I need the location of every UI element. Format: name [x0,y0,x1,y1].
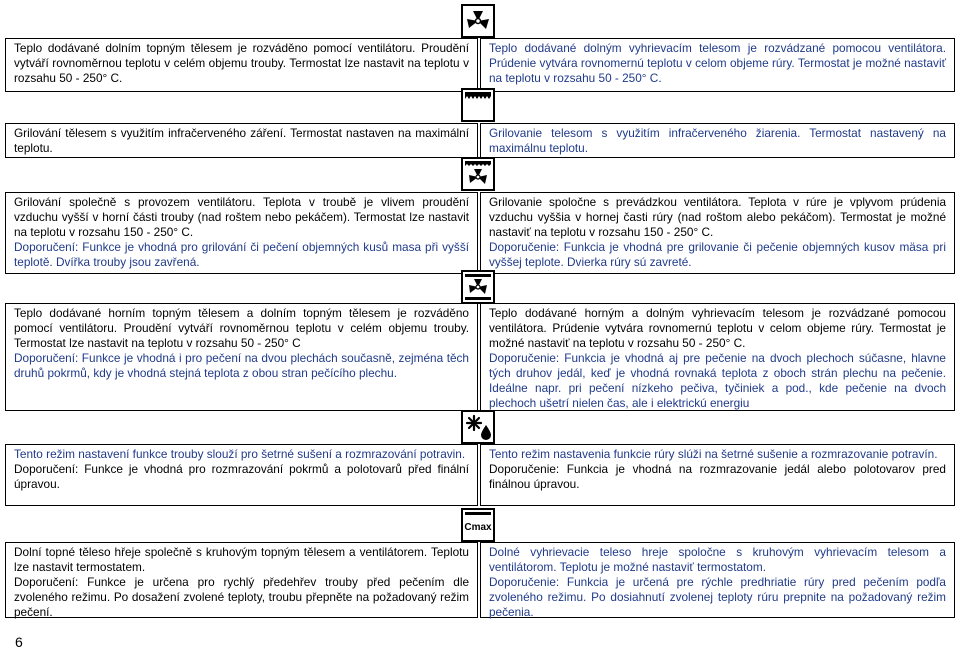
mode-description-sk: Grilovanie spoločne s prevádzkou ventilátora. Teplota v rúre je vplyvom prúdenia vzduchu vyššia v hornej časti rúry (nad roštom alebo pekáčom). Termostat je možné nastaviť na teplotu v rozsahu 150 - 250° C. Doporučenie: Funkcia je vhodná pre grilovanie či pečenie objemných kusov mäsa pri vyššej teplote. Dvierka rúry sú zavreté. [480,192,955,274]
mode-description-sk: Teplo dodávané horným a dolným vyhrievacím telesom je rozvádzané pomocou ventilátora. Prúdenie vytvára rovnomernú teplotu v celom objeme rúry. Termostat je možné nastaviť na teplotu v rozsahu 50 - 250° C. Doporučenie: Funkcia je vhodná aj pre pečenie na dvoch plechoch súčasne, hlavne tých druhov jedál, keď je vhodná rovnaká teplota z oboch strán plechu na pečenie. Ideálne napr. pri pečení nízkeho pečiva, tyčiniek a pod., kde pečenie na dvoch plechoch ušetrí nielen čas, ale i elektrickú energiu [480,303,955,411]
mode-description-cz: Dolní topné těleso hřeje společně s kruhovým topným tělesem a ventilátorem. Teplotu lze nastavit termostatem. Doporučení: Funkce je určena pro rychlý předehřev trouby před pečením dle zvoleného režimu. Po dosažení zvolené teploty, troubu přepněte na požadovaný režim pečení. [5,542,478,618]
mode-row-3 [0,192,960,274]
mode-row-2 [0,123,960,158]
cmax-label: Cmax [464,522,492,533]
cmax-icon [461,508,495,542]
mode-description-cz: Teplo dodávané horním topným tělesem a dolním topným tělesem je rozváděno pomocí ventilátoru. Proudění vytváří rovnoměrnou teplotu v celém objemu trouby. Termostat lze nastavit na teplotu v rozsahu 50 - 250° C Doporučení: Funkce je vhodná i pro pečení na dvou plechách současně, zejména těch druhů pokrmů, kdy je vhodná stejná teplota z obou stran pečícího plechu. [5,303,478,411]
mode-description-cz: Grilování společně s provozem ventilátoru. Teplota v troubě je vlivem proudění vzduchu vyšší v horní části trouby (nad roštem nebo pekáčem). Termostat lze nastavit na teplotu v rozsahu 150 - 250° C. Doporučení: Funkce je vhodná pro grilování či pečení objemných kusů masa při vyšší teplotě. Dvířka trouby jsou zavřená. [5,192,478,274]
mode-description-sk: Dolné vyhrievacie teleso hreje spoločne s kruhovým vyhrievacím telesom a ventilátorom. Teplotu je možné nastaviť termostatom. Doporučenie: Funkcia je určená pre rýchle predhriatie rúry pred pečením podľa zvoleného režimu. Po dosiahnutí zvolenej teploty rúru prepnite na požadovaný režim pečenia. [480,542,955,618]
mode-description-sk: Grilovanie telesom s využitím infračerveného žiarenia. Termostat nastavený na maximálnu teplotu. [480,123,955,158]
mode-description-sk: Tento režim nastavenia funkcie rúry slúži na šetrné sušenie a rozmrazovanie potravín. Doporučenie: Funkcia je vhodná na rozmrazovanie jedál alebo polotovarov pred finálnou úpravou. [480,444,955,506]
mode-description-cz: Grilování tělesem s využitím infračerveného záření. Termostat nastaven na maximální teplotu. [5,123,478,158]
defrost-icon [461,410,495,444]
page-number: 6 [15,634,23,650]
fan-icon [461,4,495,38]
mode-row-1 [0,38,960,92]
mode-description-cz: Teplo dodávané dolním topným tělesem je rozváděno pomocí ventilátoru. Proudění vytváří rovnoměrnou teplotu v celém objemu trouby. Termostat lze nastavit na teplotu v rozsahu 50 - 250° C. [5,38,478,92]
mode-description-cz: Tento režim nastavení funkce trouby slouží pro šetrné sušení a rozmrazování potravin. Doporučení: Funkce je vhodná pro rozmrazování pokrmů a polotovarů před finální úpravou. [5,444,478,506]
mode-row-4 [0,303,960,411]
mode-row-6 [0,542,960,618]
top-grill-icon [461,88,495,122]
mode-row-5 [0,444,960,506]
fan-grill-icon [461,157,495,191]
mode-description-sk: Teplo dodávané dolným vyhrievacím telesom je rozvádzané pomocou ventilátora. Prúdenie vytvára rovnomernú teplotu v celom objeme rúry. Termostat je možné nastaviť na teplotu v rozsahu 50 - 250° C. [480,38,955,92]
fan-top-bottom-icon [461,270,495,304]
